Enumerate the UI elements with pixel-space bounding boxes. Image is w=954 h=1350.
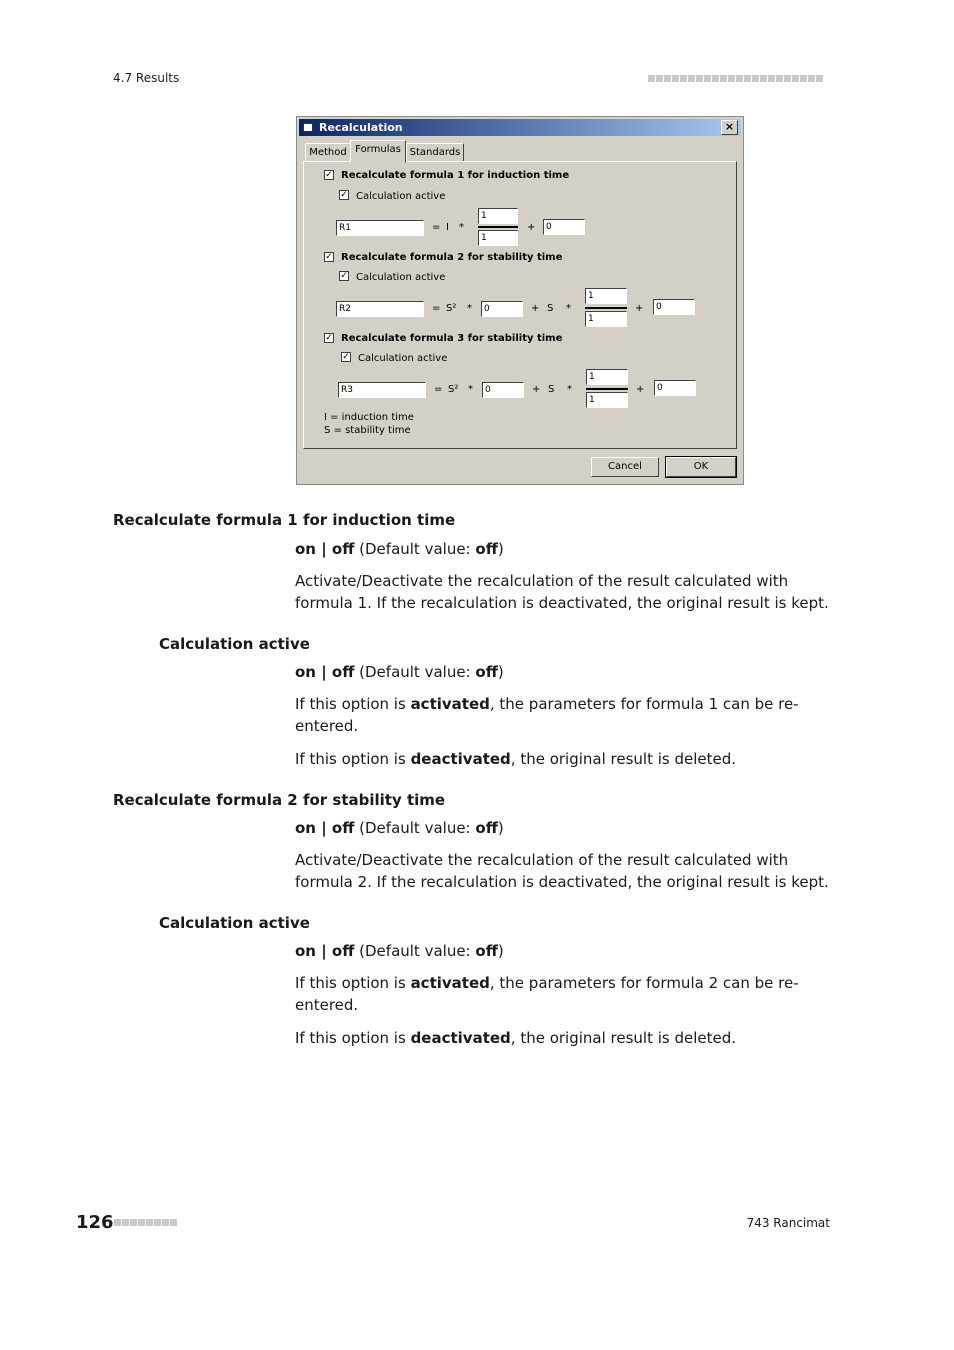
formula1-numerator-field[interactable]: 1 bbox=[478, 208, 518, 224]
values-line: on | off (Default value: off) bbox=[295, 663, 504, 681]
section-title-formula2: Recalculate formula 2 for stability time bbox=[113, 791, 446, 809]
formula3-add-field[interactable]: 0 bbox=[654, 380, 696, 396]
formula3-coef-field[interactable]: 0 bbox=[482, 382, 524, 398]
ok-button[interactable]: OK bbox=[666, 457, 736, 477]
formulas-panel bbox=[303, 161, 737, 449]
header-section: 4.7 Results bbox=[113, 71, 180, 85]
multiply-sign: * bbox=[459, 222, 464, 233]
fraction-bar bbox=[478, 226, 518, 228]
plus-sign: + bbox=[636, 384, 645, 395]
formula2-coef-field[interactable]: 0 bbox=[481, 301, 523, 317]
description-deactivated: If this option is deactivated, the original result is deleted. bbox=[295, 1029, 737, 1047]
legend-induction: I = induction time bbox=[324, 412, 414, 423]
tab-formulas[interactable]: Formulas bbox=[350, 140, 406, 163]
formula2-active-checkbox[interactable]: ✓ bbox=[340, 271, 348, 281]
formula3-result-field[interactable]: R3 bbox=[338, 382, 426, 398]
tab-standards[interactable]: Standards bbox=[406, 143, 464, 162]
description: Activate/Deactivate the recalculation of the result calculated with formula 2. If the recalculation is deactivated, the original result is kept. bbox=[295, 851, 829, 891]
page-number: 126 bbox=[76, 1212, 114, 1233]
formula2-denominator-field[interactable]: 1 bbox=[585, 311, 627, 327]
tab-method[interactable]: Method bbox=[305, 143, 351, 162]
description-deactivated: If this option is deactivated, the original result is deleted. bbox=[295, 750, 737, 768]
formula1-active-label: Calculation active bbox=[356, 191, 446, 202]
plus-sign: + bbox=[635, 303, 644, 314]
section-title-formula1: Recalculate formula 1 for induction time bbox=[113, 511, 456, 529]
multiply-sign: * bbox=[467, 303, 472, 314]
formula3-label: Recalculate formula 3 for stability time bbox=[341, 333, 563, 344]
description-activated: If this option is activated, the parameters for formula 1 can be re-entered. bbox=[295, 695, 799, 735]
values-line: on | off (Default value: off) bbox=[295, 819, 504, 837]
multiply-sign: * bbox=[566, 303, 571, 314]
formula2-active-label: Calculation active bbox=[356, 272, 446, 283]
plus-sign: + bbox=[527, 222, 536, 233]
formula3-active-label: Calculation active bbox=[358, 353, 448, 364]
legend-stability: S = stability time bbox=[324, 425, 411, 436]
recalculation-dialog bbox=[296, 116, 744, 485]
values-line: on | off (Default value: off) bbox=[295, 540, 504, 558]
equals-sign: = bbox=[434, 384, 443, 395]
var-s: S bbox=[548, 384, 555, 395]
var-s: S bbox=[547, 303, 554, 314]
equals-sign: = bbox=[432, 303, 441, 314]
formula1-denominator-field[interactable]: 1 bbox=[478, 230, 518, 246]
header-decoration bbox=[648, 75, 823, 82]
formula3-active-checkbox[interactable]: ✓ bbox=[342, 352, 350, 362]
multiply-sign: * bbox=[567, 384, 572, 395]
formula2-result-field[interactable]: R2 bbox=[336, 301, 424, 317]
plus-sign: + bbox=[532, 384, 541, 395]
description-activated: If this option is activated, the parameters for formula 2 can be re-entered. bbox=[295, 974, 799, 1014]
formula1-result-field[interactable]: R1 bbox=[336, 220, 424, 236]
formula3-numerator-field[interactable]: 1 bbox=[586, 369, 628, 385]
fraction-bar bbox=[586, 388, 628, 390]
description: Activate/Deactivate the recalculation of the result calculated with formula 1. If the recalculation is deactivated, the original result is kept. bbox=[295, 572, 829, 612]
formula1-label: Recalculate formula 1 for induction time bbox=[341, 170, 570, 181]
dialog-titlebar bbox=[299, 119, 741, 136]
formula2-label: Recalculate formula 2 for stability time bbox=[341, 252, 563, 263]
equals-sign: = bbox=[432, 222, 441, 233]
close-icon[interactable]: × bbox=[721, 120, 738, 135]
formula2-add-field[interactable]: 0 bbox=[653, 299, 695, 315]
cancel-button[interactable]: Cancel bbox=[591, 457, 659, 477]
multiply-sign: * bbox=[468, 384, 473, 395]
formula1-add-field[interactable]: 0 bbox=[543, 219, 585, 235]
var-i: I bbox=[446, 222, 449, 233]
footer-decoration bbox=[114, 1219, 177, 1226]
window-icon bbox=[303, 123, 313, 132]
formula2-checkbox[interactable]: ✓ bbox=[325, 252, 333, 262]
formula2-numerator-field[interactable]: 1 bbox=[585, 288, 627, 304]
section-title-calc-active-2: Calculation active bbox=[159, 914, 310, 932]
formula3-denominator-field[interactable]: 1 bbox=[586, 392, 628, 408]
formula1-active-checkbox[interactable]: ✓ bbox=[340, 190, 348, 200]
section-title-calc-active-1: Calculation active bbox=[159, 635, 310, 653]
fraction-bar bbox=[585, 307, 627, 309]
var-s-squared: S² bbox=[448, 384, 459, 395]
formula1-checkbox[interactable]: ✓ bbox=[325, 170, 333, 180]
product-name: 743 Rancimat bbox=[746, 1216, 830, 1230]
plus-sign: + bbox=[531, 303, 540, 314]
dialog-title: Recalculation bbox=[319, 121, 403, 134]
formula3-checkbox[interactable]: ✓ bbox=[325, 333, 333, 343]
values-line: on | off (Default value: off) bbox=[295, 942, 504, 960]
var-s-squared: S² bbox=[446, 303, 457, 314]
